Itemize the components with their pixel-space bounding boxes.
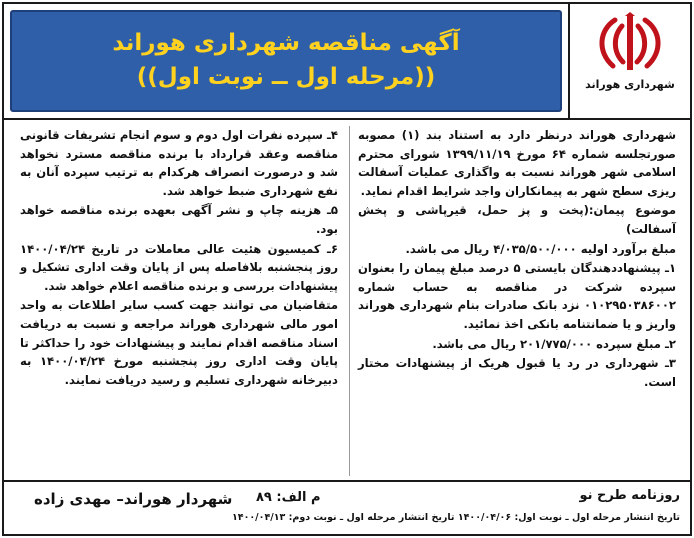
body-paragraph: ۱ـ پیشنهاددهندگان بایستی ۵ درصد مبلغ پیمان را بعنوان سپرده شرکت در مناقصه به حساب شماره ۰۱۰۲۹۵۰۳۸۶۰۰۲ نزد بانک صادرات بنام شهرداری هوراند واریز و یا ضمانتنامه بانکی اخذ نمائید. — [358, 261, 677, 331]
announcement-frame — [2, 2, 692, 536]
mayor-signature: شهردار هوراند– مهدی زاده — [34, 490, 233, 508]
body-paragraph: متقاضیان می توانند جهت کسب سایر اطلاعات به واحد امور مالی شهرداری هوراند مراجعه و نسبت به دریافت اسناد مناقصه اقدام نمایند و پیشنهادات خود را حداکثر تا پایان وقت اداری روز پنجشنبه مورخ ۱۴۰۰/۰۴/۲۴ به دبیرخانه شهرداری تسلیم و رسید دریافت نمایند. — [20, 298, 338, 387]
ad-code: م الف: ۸۹ — [256, 490, 321, 505]
body-paragraph: ۴ـ سپرده نفرات اول دوم و سوم انجام تشریفات قانونی مناقصه وعقد قرارداد با برنده مناقصه مسترد نخواهد شد و درصورت انصراف هرکدام به ترتیب سپرده آنان به نفع شهرداری ضبط خواهد شد. — [20, 128, 338, 198]
iran-emblem-icon — [593, 12, 667, 74]
title-line-1: آگهی مناقصه شهرداری هوراند — [112, 30, 460, 57]
title-banner — [10, 10, 562, 112]
logo-box — [568, 4, 690, 118]
body-left-column — [20, 126, 338, 480]
body-paragraph: ۲ـ مبلغ سپرده ۲۰۱/۷۷۵/۰۰۰ ریال می باشد. — [432, 336, 676, 351]
logo-caption: شهرداری هوراند — [585, 78, 675, 91]
body-paragraph: مبلغ برآورد اولیه ۴/۰۳۵/۵۰۰/۰۰۰ ریال می باشد. — [405, 241, 676, 256]
body-paragraph: ۳ـ شهرداری در رد یا قبول هریک از پیشنهادات مختار است. — [358, 356, 676, 389]
footer — [4, 482, 690, 534]
newspaper-name: روزنامه طرح نو — [579, 488, 680, 503]
body-paragraph: ۵ـ هزینه چاپ و نشر آگهی بعهده برنده مناقصه خواهد بود. — [20, 203, 338, 236]
column-divider — [349, 126, 350, 476]
body-right-column — [358, 126, 676, 480]
body-paragraph: ۶ـ کمیسیون هئیت عالی معاملات در تاریخ ۱۴۰۰/۰۴/۲۴ روز پنجشنبه بلافاصله پس از پایان وقت اداری تشکیل و پیشنهادات بررسی و برنده مناقصه اعلام خواهد شد. — [20, 241, 338, 293]
body-paragraph: شهرداری هوراند درنظر دارد به استناد بند (۱) مصوبه صورتجلسه شماره ۶۴ مورخ ۱۳۹۹/۱۱/۱۹ شورای محترم اسلامی شهر هوراند نسبت به واگذاری عملیات آسفالت ریزی سطح شهر به پیمانکاران واجد شرایط اقدام نماید. — [358, 128, 676, 198]
body-paragraph: موضوع پیمان:(پخت و پز حمل، قیرپاشی و پخش آسفالت) — [358, 203, 676, 236]
publication-dates: تاریخ انتشار مرحله اول ـ نوبت اول: ۱۴۰۰/۰۴/۰۶ تاریخ انتشار مرحله اول ـ نوبت دوم: ۱۴۰۰/۰۴/۱۳ — [231, 512, 680, 523]
header — [4, 4, 690, 120]
title-line-2: ((مرحله اول ــ نوبت اول)) — [136, 64, 436, 90]
